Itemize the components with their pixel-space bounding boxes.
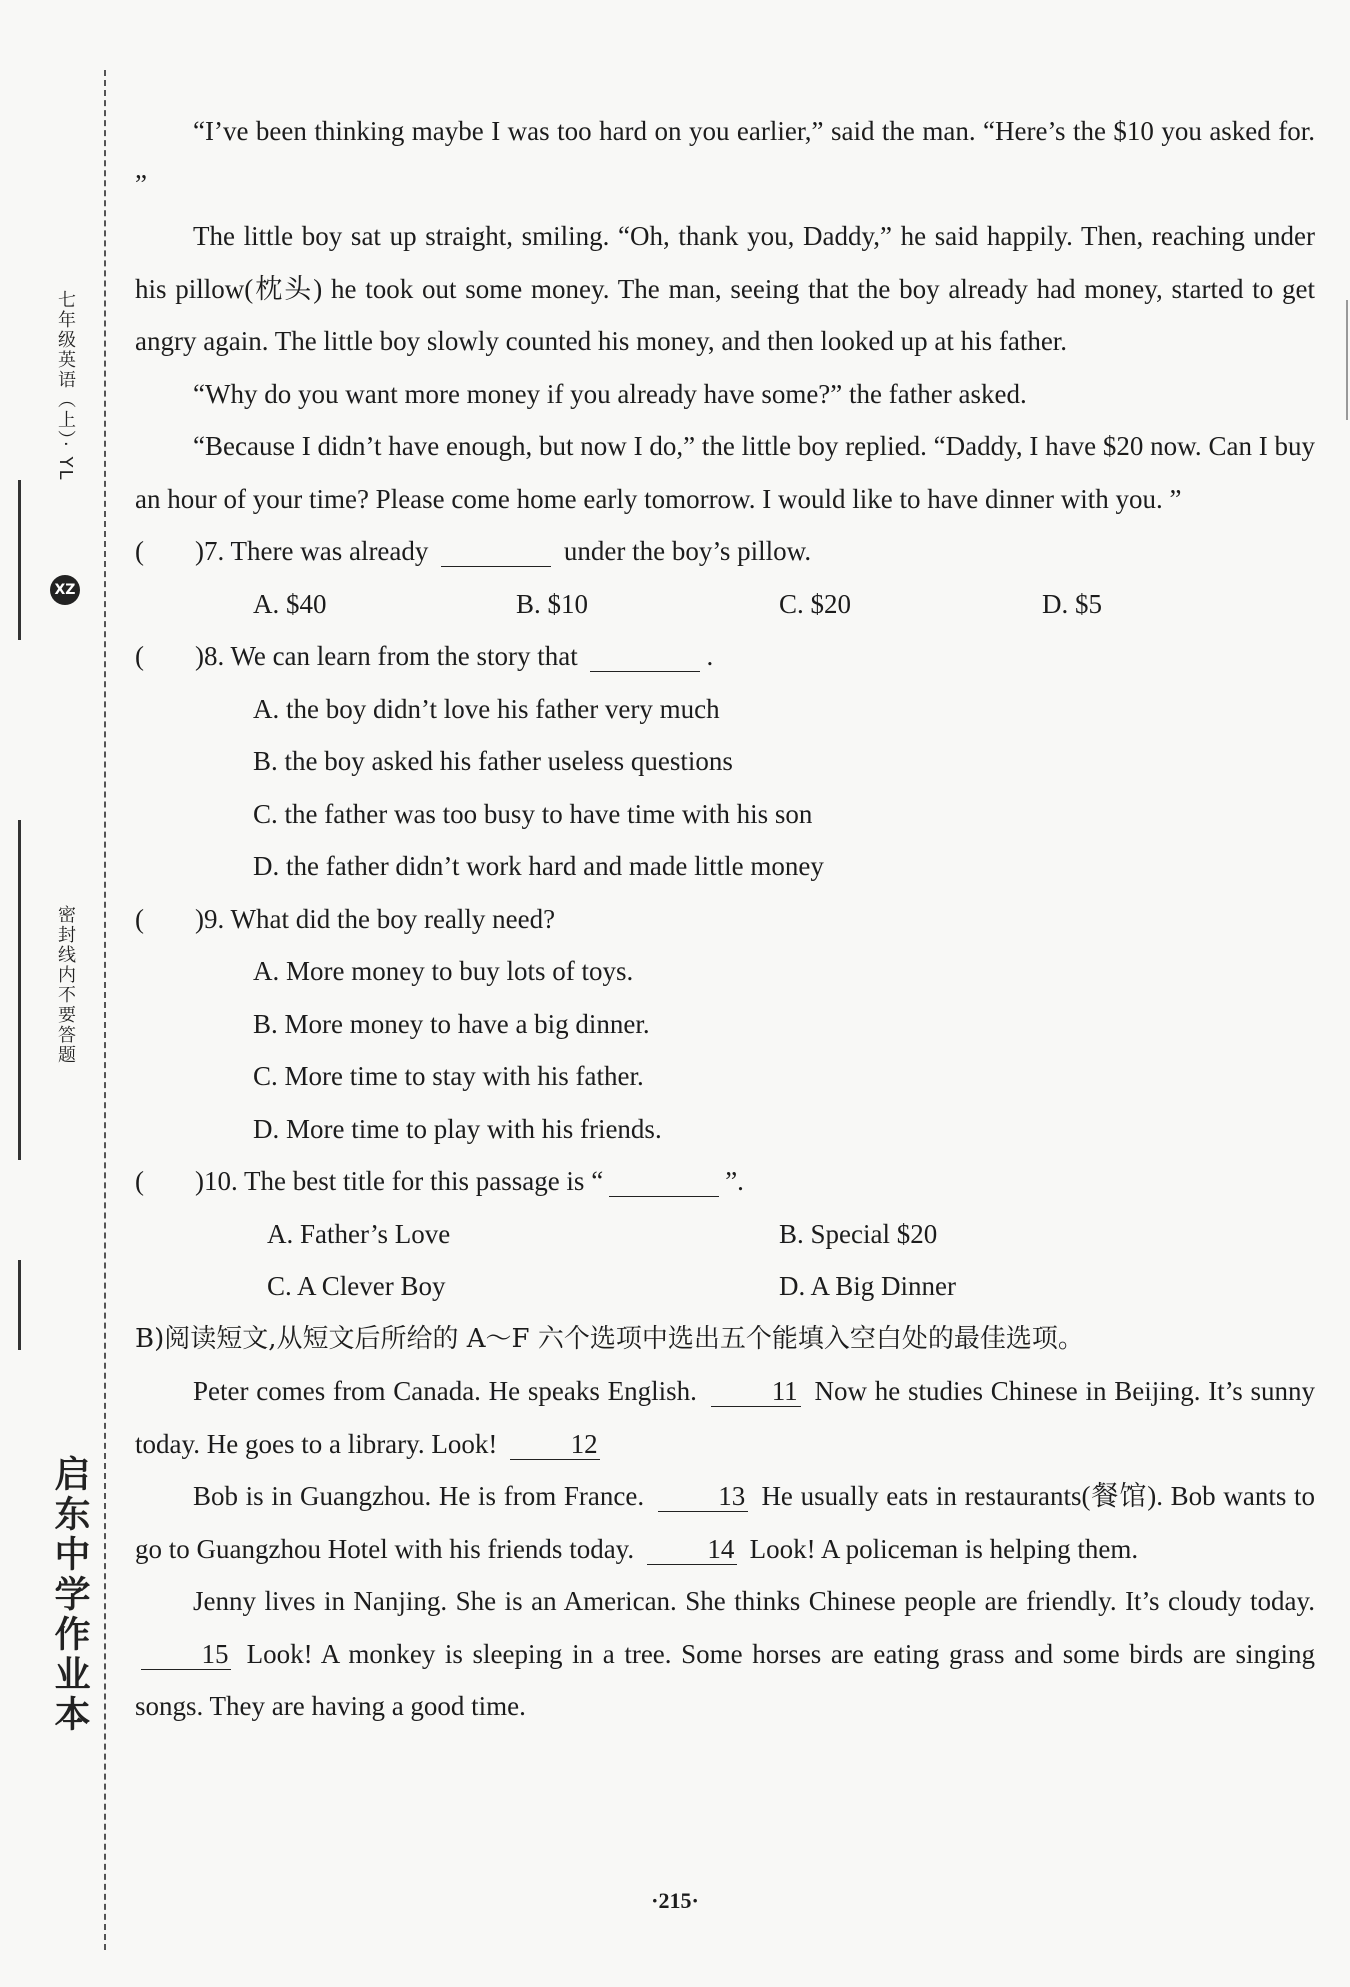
answer-blank[interactable]	[590, 641, 700, 672]
section-b-title: B)阅读短文,从短文后所给的 A～F 六个选项中选出五个能填入空白处的最佳选项。	[135, 1323, 1084, 1354]
options-row	[135, 1208, 1315, 1261]
question-text: .	[706, 641, 714, 671]
option[interactable]: C. A Clever Boy	[267, 1271, 446, 1301]
paragraph: The little boy sat up straight, smiling. “Oh, thank you, Daddy,” he said happily. Then, reaching under his pillow(枕头) he took out some money. The man, seeing that the boy already had money, started to get angry again. The little boy slowly counted his money, and then looked up at his father.	[135, 221, 1315, 356]
options-row	[135, 578, 1315, 631]
question-text: The best title for this passage is “	[244, 1166, 604, 1196]
question-7	[135, 525, 1315, 578]
question-8	[135, 630, 1315, 683]
passage-text: Look! A monkey is sleeping in a tree. Some horses are eating grass and some birds are singing songs. They are having a good time.	[135, 1638, 1315, 1721]
passage-text: Now he studies Chinese in Beijing. It’s sunny today. He goes to a library. Look!	[135, 1376, 1315, 1459]
option[interactable]: D. the father didn’t work hard and made little money	[253, 851, 824, 881]
answer-paren[interactable]: (	[135, 1166, 144, 1196]
cut-mark	[18, 480, 21, 640]
option[interactable]: A. the boy didn’t love his father very much	[253, 693, 720, 724]
cut-mark	[18, 1260, 21, 1350]
paragraph-jenny	[135, 1575, 1315, 1733]
blank-13[interactable]: 13	[658, 1481, 748, 1512]
seal-notice: 密封线内不要答题	[55, 905, 76, 1065]
page-number: ·215·	[651, 1888, 699, 1913]
option[interactable]: D. A Big Dinner	[779, 1271, 957, 1301]
option[interactable]: D. More time to play with his friends.	[253, 1113, 662, 1144]
option[interactable]: A. Father’s Love	[267, 1218, 451, 1249]
option[interactable]: A. More money to buy lots of toys.	[253, 956, 634, 986]
answer-paren[interactable]: (	[135, 536, 144, 566]
blank-15[interactable]: 15	[141, 1639, 231, 1670]
answer-paren[interactable]: (	[135, 903, 144, 934]
paragraph: “I’ve been thinking maybe I was too hard on you earlier,” said the man. “Here’s the $10 you asked for. ”	[135, 116, 1315, 199]
blank-14[interactable]: 14	[647, 1534, 737, 1565]
question-text: What did the boy really need?	[230, 903, 556, 934]
publisher-logo-icon: XZ	[50, 575, 80, 605]
question-9	[135, 893, 1315, 946]
option[interactable]: B. Special $20	[779, 1218, 938, 1249]
edge-mark	[1346, 300, 1348, 420]
blank-12[interactable]: 12	[510, 1429, 600, 1460]
brand-name: 启东中学作业本	[49, 1455, 90, 1735]
passage-text: He usually eats in restaurants(餐馆). Bob wants to go to Guangzhou Hotel with his friends today.	[135, 1481, 1316, 1564]
seal-line	[104, 70, 106, 1950]
question-10	[135, 1155, 1315, 1208]
paragraph-bob	[135, 1470, 1315, 1575]
option[interactable]: C. $20	[779, 588, 852, 619]
blank-11[interactable]: 11	[711, 1376, 801, 1407]
option[interactable]: A. $40	[253, 588, 327, 619]
question-number: )10.	[195, 1166, 238, 1196]
paragraph: “Why do you want more money if you already have some?” the father asked.	[193, 378, 1027, 409]
paragraph-peter	[135, 1365, 1315, 1470]
answer-blank[interactable]	[441, 536, 551, 567]
paragraph: “Because I didn’t have enough, but now I do,” the little boy replied. “Daddy, I have $20 now. Can I buy an hour of your time? Please come home early tomorrow. I would like to have dinner with you. ”	[135, 431, 1315, 514]
question-text: We can learn from the story that	[230, 641, 578, 671]
option[interactable]: B. $10	[516, 588, 589, 619]
passage-text: Jenny lives in Nanjing. She is an American. She thinks Chinese people are friendly. It’s cloudy today.	[193, 1586, 1315, 1616]
options-row	[135, 1260, 1315, 1313]
answer-blank[interactable]	[609, 1166, 719, 1197]
question-text: under the boy’s pillow.	[563, 536, 812, 566]
question-number: )7.	[195, 536, 225, 566]
option[interactable]: B. the boy asked his father useless questions	[253, 746, 733, 776]
option[interactable]: B. More money to have a big dinner.	[253, 1008, 650, 1039]
passage-text: Peter comes from Canada. He speaks English.	[193, 1376, 697, 1406]
question-text: There was already	[230, 536, 429, 566]
question-text: ”.	[725, 1166, 744, 1196]
question-number: )9.	[195, 903, 225, 934]
margin-header: 七年级英语（上）· YL	[55, 290, 76, 482]
option[interactable]: C. the father was too busy to have time with his son	[253, 798, 813, 829]
question-number: )8.	[195, 641, 225, 671]
passage-text: Bob is in Guangzhou. He is from France.	[193, 1481, 645, 1511]
option[interactable]: D. $5	[1042, 588, 1102, 619]
cut-mark	[18, 820, 21, 1160]
option[interactable]: C. More time to stay with his father.	[253, 1061, 644, 1091]
binding-margin	[0, 0, 120, 1987]
passage-text: Look! A policeman is helping them.	[749, 1533, 1139, 1564]
main-content	[135, 105, 1315, 1733]
answer-paren[interactable]: (	[135, 641, 144, 671]
